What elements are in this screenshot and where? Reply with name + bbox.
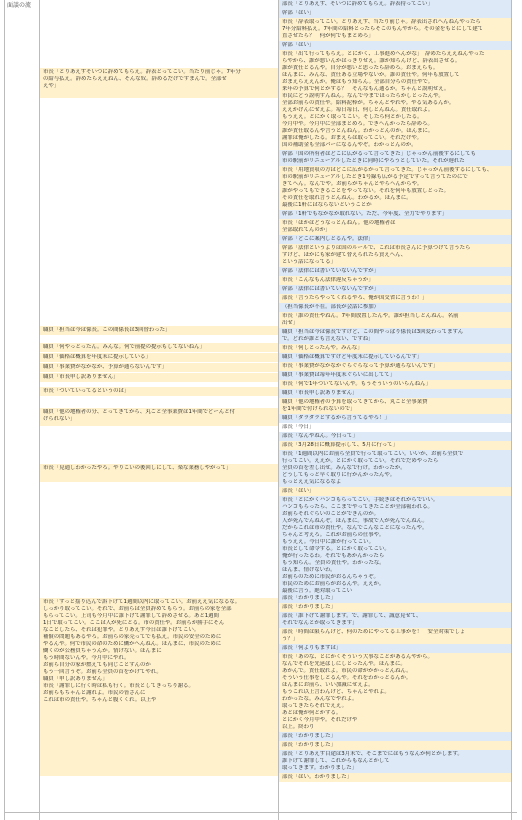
cell-line: 市長「とりあえずそいつに辞めてもらえ。辞表とってこい。当たり前じゃ。7年分 — [43, 69, 241, 75]
cell-line: 部長「3月28日に概算提示して、5月に行って」 — [282, 442, 399, 448]
cell-line: 職員「市長申し訳ありません」 — [43, 374, 119, 380]
cell-line: もらってこい。上司も今月中に誰下げて謝罪して辞めさせる。あと1週間 — [43, 613, 219, 619]
cell-line: ほんま、情けないわ。 — [282, 567, 336, 573]
cell-line: 市民にどう説明すんねん。なんで今までほったらかしとったんや。 — [282, 93, 444, 99]
right-cell — [279, 9, 511, 18]
right-cell — [279, 362, 511, 371]
cell-line: その責任を取れ言うとんねん。わかるか。ほんまに。 — [282, 195, 412, 201]
left-cell — [40, 408, 278, 426]
cell-line: それでなんとか取ってきます」 — [282, 620, 358, 626]
right-cell — [279, 276, 511, 285]
cell-line: 市長「1週間以内にお前ら全員で行って取ってこい。いいか、お前ら全員で — [282, 451, 464, 457]
cell-line: を1年間で付けられないので」 — [282, 406, 356, 412]
cell-line: 職員「他の地権者の分、とってきてから、丸ごと全事業費は1年間でどーんと付 — [43, 409, 235, 415]
cell-line: わかったな。みんなでやれよ。 — [282, 696, 358, 702]
cell-line: ほんまに、みんな、責任ある立場やないか。誰の責任や。何年も放置して — [282, 72, 460, 78]
left-cell — [40, 326, 278, 335]
cell-line: きてへん。なんでや。お前らがちゃんとやらへんからや。 — [282, 181, 423, 187]
bottom-border — [5, 812, 517, 813]
cell-line: もうこれ以上言わんけど、ちゃんとやれよ。 — [282, 689, 390, 695]
cell-line: 俺が行ったるわ。それでもあかんかったら — [282, 553, 385, 559]
right-cell — [279, 294, 511, 303]
cell-line: で。どれが誰とも言えない、ですね」 — [282, 336, 374, 342]
right-cell — [279, 380, 511, 389]
cell-line: 誰が責任取るんや言うとんねん。わかっとんのか。ほんまに。 — [282, 128, 434, 134]
right-cell — [279, 285, 511, 294]
left-cell — [40, 68, 278, 98]
cell-line: 市長「辞表取ってこい。とりあえず、当たり前じゃ。辞表出されへんねんやったら — [282, 19, 481, 25]
cell-line: なことしたら、それは犯罪や。とりあえず今日は誰下げてこい。 — [43, 627, 200, 633]
cell-line: 市長「何しとったんや。みんな」 — [282, 345, 363, 351]
cell-line: これは市の責任や。ちゃんと腹くくれ。以上や — [43, 697, 157, 703]
cell-line: 幹部「法律には書いていないんですが」 — [282, 286, 380, 292]
cell-line: 直させたら？ 何が何でもまとめろ」 — [282, 33, 374, 39]
right-cell — [279, 414, 511, 423]
cell-line: 今月中や。今月中に全部まとめろ。できへんかったら辞めろ。 — [282, 121, 433, 127]
cell-line: 市長「ついていってるというのは」 — [43, 388, 130, 394]
left-cell — [40, 343, 278, 352]
column-b — [40, 0, 279, 820]
cell-line: 全部取れてんのか」 — [282, 227, 331, 233]
cell-line: 部長「誰下げて謝罪します。で、謝罪して、誠意見せて、 — [282, 613, 422, 619]
cell-line: だからこれは市の責任や。なんでこんなことになったんや。 — [282, 525, 428, 531]
cell-line: 幹部「法律というよりは国のルールで、これは市長さんに予算つけて言うたら — [282, 245, 471, 251]
cell-line: 職員「市長申し訳ありません」 — [282, 390, 358, 396]
right-cell — [279, 235, 511, 244]
right-cell — [279, 423, 511, 432]
cell-line: 市民のためにお前らがおるんや。ええか。 — [282, 581, 385, 587]
cell-line: 幹部「どこに案内しとるんや。法律」 — [282, 236, 374, 242]
right-cell — [279, 18, 511, 41]
right-cell — [279, 450, 511, 487]
cell-line: ちゃんと考えろ。これがお前らの仕事や。 — [282, 532, 385, 538]
right-cell — [279, 653, 511, 732]
cell-line: もうええ。今日中に誰か行ってこい。 — [282, 539, 374, 545]
cell-line: 部長「今日」 — [282, 424, 315, 430]
cell-line: 部長「わかりました」 — [282, 733, 336, 739]
cell-line: 部長「わかりました」 — [282, 604, 336, 610]
cell-line: 7年分給料払え。7年間の給料とったらそこのもんやから。その金をもとにして建て — [282, 26, 484, 32]
cell-line: 補償の問題もあるやろ。お前らの家売ってでも払え。市民の安全のために — [43, 634, 222, 640]
spreadsheet — [4, 0, 517, 820]
cell-line: 最後に1軒にはならないということか — [282, 202, 372, 208]
left-cell — [40, 373, 278, 382]
cell-line: 働くのが公務員ちゃうんか。情けない。ほんまに — [43, 648, 162, 654]
cell-line: 出せ」 — [282, 320, 299, 326]
cell-line: 部長「はい。わかりました」 — [282, 774, 353, 780]
right-cell — [279, 612, 511, 628]
cell-line: お前らそれぐらいのことができんのか。 — [282, 511, 380, 517]
right-cell — [279, 389, 511, 398]
cell-line: 市長「事業費がなかなかぐらぐらなって予算が通らないんです」 — [282, 363, 439, 369]
cell-line: とにかく今月中や。それだけや — [282, 717, 358, 723]
cell-line: 幹部「法律には書いていないんですが」 — [282, 268, 380, 274]
right-cell — [279, 732, 511, 741]
cell-line: 市長「こんなもん法律違反ちゃうか」 — [282, 277, 374, 283]
cell-line: 人が死んでんねんぞ。ほんまに。事故で人が死んでんねん。 — [282, 518, 428, 524]
cell-line: 行ってこい。ええか。とにかく取ってこい。それでだめやったら — [282, 458, 439, 464]
cell-line: あとは俺が何とかする。 — [282, 710, 342, 716]
right-cell — [279, 741, 511, 750]
right-cell — [279, 496, 511, 603]
right-cell — [279, 371, 511, 380]
cell-line: 職員「価格は概算ですけど年度末に提示しているんです」 — [282, 354, 423, 360]
cell-line: 部長「言うたらやってくれるやろ、俺が国交省に言うわ！」 — [282, 295, 428, 301]
right-cell — [279, 398, 511, 414]
cell-line: 市長「誰の責任やねん。7年間放置したんや。誰が担当しとんねん。名前 — [282, 313, 459, 319]
cell-line: 誰が責任とるんや。自分が悪いと思ったら辞めろ。おまえらも。 — [282, 65, 439, 71]
left-cell — [40, 353, 278, 362]
right-cell — [279, 0, 511, 9]
cell-line: 謝罪は俺がしたる。おまえらは取ってこい。それだけや。 — [282, 135, 423, 141]
cell-line: 部長「わかりました」 — [282, 742, 336, 748]
cell-line: 市長「謝罪しに行く時は私も行く。市長としてきっちり謝る。 — [43, 683, 194, 689]
cell-line: もっとええ気になるなよ — [282, 479, 342, 485]
cell-line: けられない」 — [43, 416, 76, 422]
cell-line: ほんまにお前ら、いい加減にせえよ。 — [282, 682, 374, 688]
column-a-label: 面談の流 — [7, 2, 32, 9]
cell-line: すけど、ほかにも家が建て替えられたら買えへん、 — [282, 252, 407, 258]
cell-line: 全部お前らの責任や。給料泥棒が。ちゃんとやれや。やる気あるんか。 — [282, 100, 455, 106]
cell-line: 職員「担当は今は係長。この間係長は3回替わった」 — [43, 327, 171, 333]
cell-line: 市長「ずっと揺り込んで訴下げて1週間以内に取ってこい。お前ええ気になるな。 — [43, 599, 241, 605]
cell-line: 職員「事業費がなかなか、予算が通らないんです」 — [43, 364, 167, 370]
cell-line: 1日で取ってこい。ここは人が死にとる。市の責任や。お前らが勝手にそん — [43, 620, 225, 626]
right-cell — [279, 219, 511, 235]
left-cell — [40, 464, 278, 482]
cell-line: 部長「わかりました」 — [282, 595, 336, 601]
cell-line: もう知らん。全員の責任や。わかったな。 — [282, 560, 385, 566]
cell-line: ええかげんにせえよ。毎日毎日、何しとんねん。責任取れよ。 — [282, 107, 434, 113]
cell-line: お前らのために市民がおるんちゃうぞ。 — [282, 574, 379, 580]
right-cell — [279, 312, 511, 328]
cell-line: 職員「他の地権者の予算を取ってきてから、丸ごと全事業費 — [282, 399, 428, 405]
right-cell — [279, 328, 511, 344]
cell-line: 職員「何やっとったん。みんな。何で前提の提示もしてないねん」 — [43, 344, 205, 350]
cell-line: 部長「なんやねん。今日って」 — [282, 433, 358, 439]
cell-line: 市長「ほかはどうなっとんねん。他の地権者は — [282, 220, 396, 226]
cell-line: 職員「価格は概算を年度末に提示している」 — [43, 354, 151, 360]
cell-line: えや」 — [43, 83, 60, 89]
cell-line: もうええ。とにかく取ってこい。そしたら何とかしたる。 — [282, 114, 423, 120]
cell-line: そういう仕事をしとるんや。それをわかっとるんか。 — [282, 675, 412, 681]
right-cell — [279, 353, 511, 362]
cell-line: 取ってきます。わかりました」 — [282, 765, 358, 771]
right-cell — [279, 50, 511, 150]
cell-line: （担当係長が不在。部長が会話に参加） — [282, 304, 380, 310]
left-cell — [40, 387, 278, 396]
right-cell — [279, 267, 511, 276]
cell-line: 来年の予算で何とかする？ そんなもん通るか。ちゃんと説明せえ。 — [282, 86, 450, 92]
cell-line: 部長「とりあえず目途は3月末で、そこまでにはもうなんか何とかします。 — [282, 751, 463, 757]
cell-line: 以上。終わり — [282, 724, 315, 730]
left-cell — [40, 363, 278, 372]
column-a — [5, 0, 40, 820]
cell-line: 幹部「国の所有者はどこに広がるって言ってきた」じゃっかん前後するにしても — [282, 151, 477, 157]
cell-line: 部長「何よりもまずは」 — [282, 645, 342, 651]
right-cell — [279, 644, 511, 653]
cell-line: 市長「用地買収の方はどこに広がるかって言ってきた。じゃっかん前後するにしても、 — [282, 167, 493, 173]
cell-line: お前ら自分の家が燃えても同じことすんのか — [43, 662, 151, 668]
cell-line: 幹部「はい」 — [282, 10, 315, 16]
cell-line: 市長「あのな、とにかくそういう大事なことがあるんやから。 — [282, 654, 433, 660]
cell-line: 職員「申し訳ありません」 — [43, 676, 108, 682]
cell-line: しっかり取ってこい。それで、お前らは全員辞めてもらう。お前らの家を全部 — [43, 606, 232, 612]
right-cell — [279, 773, 511, 782]
cell-line: 市長として命令する。とにかく取ってこい。 — [282, 546, 390, 552]
cell-line: もう時間ないんや。今月中にやれ。 — [43, 655, 130, 661]
cell-line: 市長「とにかくハンコもらってこい。手続きはそれからでいい。 — [282, 497, 439, 503]
right-cell — [279, 303, 511, 312]
cell-line: あかんで。責任取れよ。市民の命がかかっとんねん。 — [282, 668, 412, 674]
cell-line: 取ってきたらそれでええ。 — [282, 703, 348, 709]
cell-line: 部長「とりあえず、そいつに辞めてもらえ。辞表持ってこい」 — [282, 1, 433, 7]
cell-line: 市長「何で1年ついてないんや。もうそういうのいらんねん」 — [282, 381, 431, 387]
cell-line: らやから、誰が悪いんかはっきりせえ。誰か知らんけど、辞表出させる。 — [282, 58, 461, 64]
cell-line: 職員「担当は今は係長ですけど、この間やっぱり係長は3回変わってますん — [282, 329, 464, 335]
right-cell — [279, 750, 511, 773]
cell-line: 全員の首を差し出せ。みんなで行け。わかったか。 — [282, 465, 406, 471]
column-c — [279, 0, 512, 820]
cell-line: 国の補助金も全部パーになるんやぞ。わかっとんのか。 — [282, 142, 417, 148]
cell-line: 部長「時間は限らんけど、何のためにやってる工事かを！ 安全対策でしょ — [282, 629, 466, 635]
right-cell — [279, 41, 511, 50]
cell-line: どうしてもっと早く取りに行かんかったんや。 — [282, 472, 396, 478]
cell-line: 幹部「1軒でもなかなか取れない。ただ、今年度、全力でやります」 — [282, 211, 448, 217]
right-cell — [279, 344, 511, 353]
right-cell — [279, 487, 511, 496]
cell-line: お前らもちゃんと謝れよ。市民の皆さんに — [43, 690, 146, 696]
left-cell — [40, 598, 278, 776]
cell-line: 部長「はい」 — [282, 488, 315, 494]
cell-line: 職員「事業費は毎年年度末ぐらいに出してて」 — [282, 372, 396, 378]
right-cell — [279, 628, 511, 644]
cell-line: 幹部「はい」 — [282, 42, 315, 48]
right-cell — [279, 441, 511, 450]
cell-line: 市長「出て行ってもらえ。とにかく、工事進めへんがな」 辞めたらええねんやった — [282, 51, 485, 57]
cell-line: 市長「見通しわかったやろ。やりこいの後回しにして、楽な業務しやがって」 — [43, 465, 232, 471]
right-cell — [279, 210, 511, 219]
cell-line: ハンコもらったら、ここまでやってきたことが全部報われる。 — [282, 504, 433, 510]
cell-line: やるんや。何で市民の命のために働かへんねん。ほんまに、市民のために — [43, 641, 222, 647]
cell-line: 市の駅前がリニューアルしたときに同時にやろうとしていた。それが遅れた — [282, 158, 465, 164]
right-cell — [279, 150, 511, 166]
cell-line: 誰がやってもできることをやってない。それを何年も放置しとった。 — [282, 188, 450, 194]
cell-line: もう一回言うぞ。お前ら全員の首をかけてやれ。 — [43, 669, 162, 675]
cell-line: 職員「ダラダラとするから言うてるやろ！」 — [282, 415, 390, 421]
cell-line: なんでそれを先延ばしにしとったんや。ほんまに。 — [282, 661, 406, 667]
cell-line: う？」 — [282, 636, 299, 642]
right-cell — [279, 244, 511, 267]
cell-line: 市の駅前がリニューアルしたとき1号線も広がる予定ですって言うてたのにで — [282, 174, 468, 180]
cell-line: の給与払え。辞めたらええねん、そんな奴。辞めるだけですまんで。全部せ — [43, 76, 227, 82]
cell-line: という話になってる」 — [282, 259, 336, 265]
right-cell — [279, 432, 511, 441]
cell-line: おまえらええんか。俺はもう知らん。全部自分らの責任やで。 — [282, 79, 434, 85]
cell-line: 誰下げて謝罪して、これからもなんとかして — [282, 758, 390, 764]
right-cell — [279, 166, 511, 210]
cell-line: 最後に言う。絶対取ってこい — [282, 588, 353, 594]
right-cell — [279, 603, 511, 612]
